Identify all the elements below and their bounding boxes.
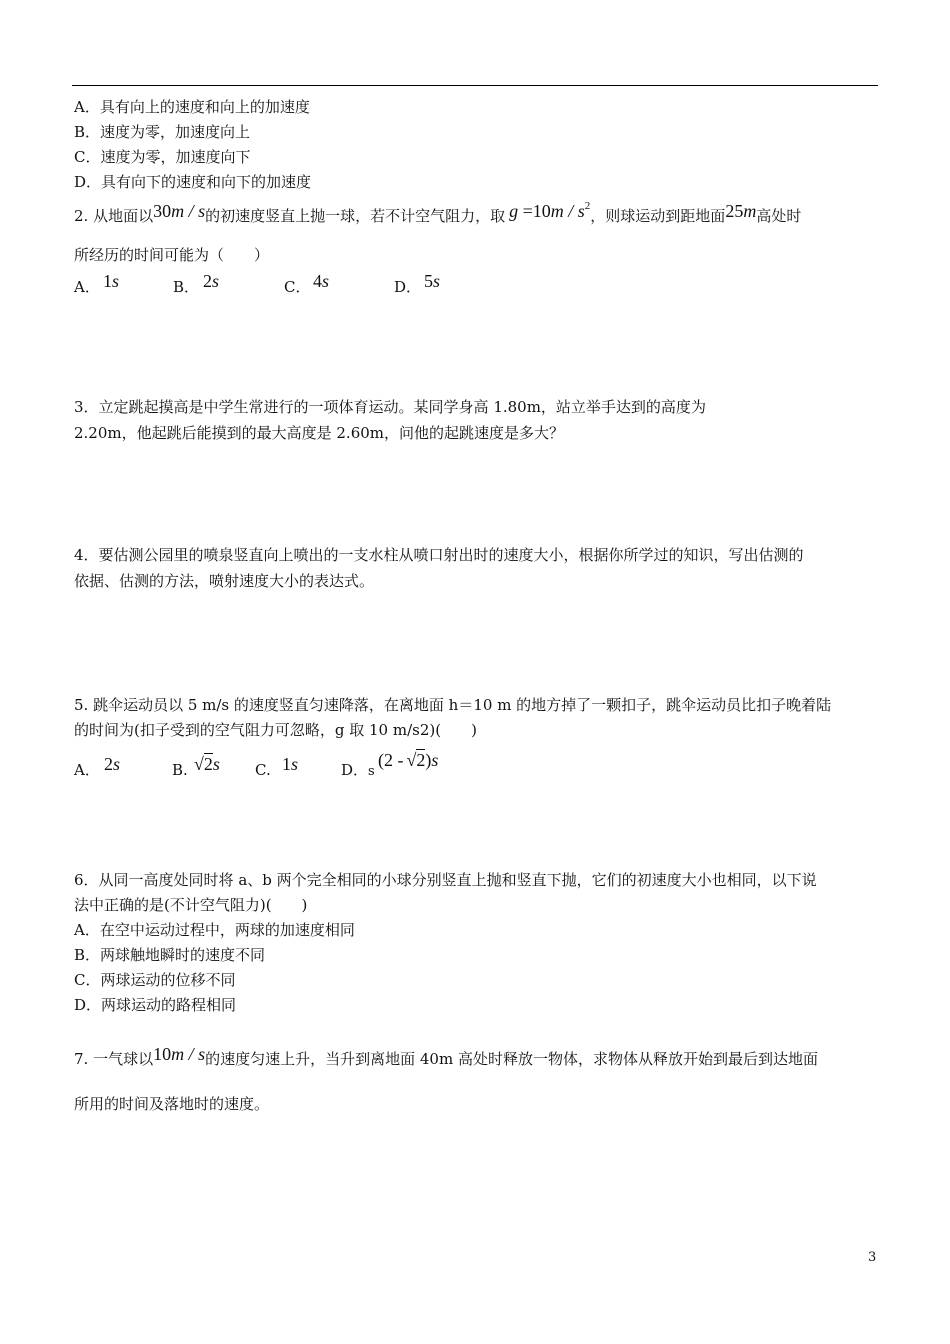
q2-height-unit: m: [743, 201, 757, 221]
q2-height: 25: [725, 201, 744, 221]
q7-velocity: 10: [153, 1044, 172, 1064]
q6-option-c: C．两球运动的位移不同: [74, 971, 236, 989]
q2-v0: 30: [153, 201, 172, 221]
q1-option-a: A．具有向上的速度和向上的加速度: [74, 98, 310, 116]
q5-option-c-label: C.: [255, 761, 271, 779]
q2-suffix: 高处时: [756, 207, 802, 225]
q2-option-a-value: 1s: [103, 271, 120, 291]
q2-stem-line1: [74, 200, 802, 228]
q5-option-d-value: (2 - √2)s: [378, 750, 439, 770]
q5-option-a-label: A．: [74, 761, 100, 779]
q2-g-symbol: g: [509, 201, 519, 221]
q7-suffix: 的速度匀速上升，当升到离地面 40m 高处时释放一物体，求物体从释放开始到最后到达地面: [205, 1050, 818, 1068]
q7-prefix: 7. 一气球以: [74, 1050, 154, 1068]
q7-velocity-unit: m / s: [171, 1044, 206, 1064]
q5-option-b-value: √2s: [194, 754, 220, 774]
q2-g-exponent: 2: [584, 200, 591, 212]
q1-option-c: C．速度为零，加速度向下: [74, 148, 251, 166]
q5-option-a-value: 2s: [104, 754, 121, 774]
q6-option-a: A．在空中运动过程中，两球的加速度相同: [74, 921, 355, 939]
q7-stem-line1: [74, 1044, 818, 1069]
q2-v0-unit: m / s: [171, 201, 206, 221]
q4-stem-line2: 依据、估测的方法，喷射速度大小的表达式。: [74, 572, 375, 590]
q2-option-d-label: D．: [394, 278, 422, 296]
q2-option-a-label: A．: [74, 278, 100, 296]
page-number: 3: [868, 1250, 877, 1265]
q2-stem-line2: 所经历的时间可能为（ ）: [74, 246, 270, 264]
q2-option-b-label: B．: [173, 278, 200, 296]
q1-option-b: B．速度为零，加速度向上: [74, 123, 251, 141]
q2-option-d-value: 5s: [424, 271, 441, 291]
q5-option-b-label: B.: [172, 761, 188, 779]
q5-stem-line1: 5. 跳伞运动员以 5 m/s 的速度竖直匀速降落，在离地面 h＝10 m 的地方掉了一颗扣子，跳伞运动员比扣子晚着陆: [74, 696, 832, 714]
q3-stem-line2: 2.20m，他起跳后能摸到的最大高度是 2.60m，问他的起跳速度是多大？: [74, 424, 565, 442]
q5-option-c-value: 1s: [282, 754, 299, 774]
q6-option-b: B．两球触地瞬时的速度不同: [74, 946, 266, 964]
q6-option-d: D．两球运动的路程相同: [74, 996, 237, 1014]
q4-stem-line1: 4．要估测公园里的喷泉竖直向上喷出的一支水柱从喷口射出时的速度大小，根据你所学过的知识，写出估测的: [74, 546, 804, 564]
q5-option-d-unit-small: s: [368, 764, 375, 779]
q7-stem-line2: 所用的时间及落地时的速度。: [74, 1095, 270, 1113]
q1-option-d: D．具有向下的速度和向下的加速度: [74, 173, 312, 191]
header-rule: [72, 85, 878, 86]
q5-option-d-label: D．: [341, 761, 369, 779]
q2-option-c-value: 4s: [313, 271, 330, 291]
q6-stem-line1: 6．从同一高度处同时将 a、b 两个完全相同的小球分别竖直上抛和竖直下抛，它们的初速度大小也相同，以下说: [74, 871, 817, 889]
q6-stem-line2: 法中正确的是(不计空气阻力)( ): [74, 896, 308, 914]
q2-g-value: =10: [522, 201, 551, 221]
q2-option-b-value: 2s: [203, 271, 220, 291]
q2-option-c-label: C．: [284, 278, 311, 296]
q2-mid: 的初速度竖直上抛一球，若不计空气阻力，取: [205, 207, 506, 225]
q2-mid2: ，则球运动到距地面: [590, 207, 726, 225]
q2-g-unit: m / s: [550, 201, 585, 221]
q3-stem-line1: 3．立定跳起摸高是中学生常进行的一项体育运动。某同学身高 1.80m，站立举手达到的高度为: [74, 398, 706, 416]
q2-prefix: 2. 从地面以: [74, 207, 154, 225]
q5-stem-line2: 的时间为(扣子受到的空气阻力可忽略，g 取 10 m/s2)( ): [74, 721, 477, 739]
